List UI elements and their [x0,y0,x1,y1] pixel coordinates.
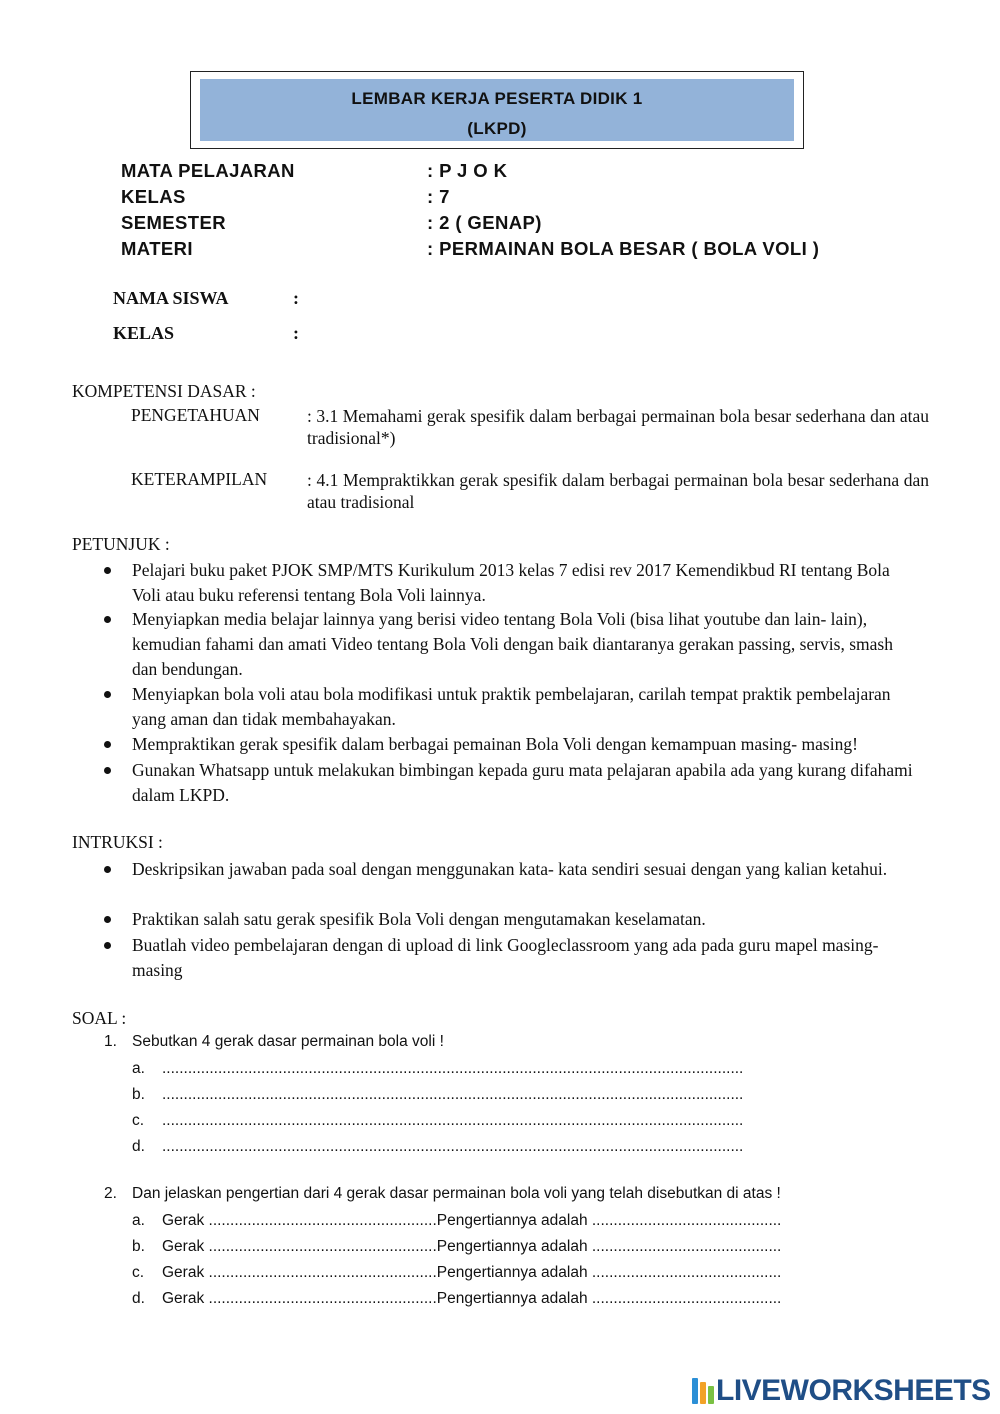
title-box [190,71,804,149]
q2-option-letter: d. [132,1290,145,1307]
q1-answer-field-a[interactable]: ....................................................................................................................................... [162,1060,744,1077]
pengetahuan-label: PENGETAHUAN [131,405,260,425]
bullet-icon [104,616,111,623]
question-1-number: 1. [104,1033,117,1050]
q2-option-letter: b. [132,1238,145,1255]
list-item-text: Deskripsikan jawaban pada soal dengan menggunakan kata- kata sendiri sesuai dengan yang kalian ketahui. [132,859,888,879]
keterampilan-text: : 4.1 Mempraktikkan gerak spesifik dalam berbagai permainan bola besar sederhana dan atau tradisional [307,470,929,512]
info-label-subject: MATA PELAJARAN [121,160,295,181]
bullet-icon [104,691,111,698]
info-label-semester: SEMESTER [121,212,226,233]
liveworksheets-wordmark: LIVEWORKSHEETS [716,1374,991,1407]
student-class-field[interactable]: : [293,323,299,343]
kompetensi-heading: KOMPETENSI DASAR : [72,381,256,401]
list-item-text: Praktikan salah satu gerak spesifik Bola Voli dengan mengutamakan keselamatan. [132,909,706,929]
keterampilan-label: KETERAMPILAN [131,469,268,489]
list-item-text: Gunakan Whatsapp untuk melakukan bimbingan kepada guru mata pelajaran apabila ada yang kurang difahami dalam LKPD. [132,760,913,805]
q1-answer-field-b[interactable]: ....................................................................................................................................... [162,1086,744,1103]
q1-option-letter: b. [132,1086,145,1103]
question-2-text: Dan jelaskan pengertian dari 4 gerak dasar permainan bola voli yang telah disebutkan di atas ! [132,1185,781,1202]
worksheet-subtitle: (LKPD) [467,119,527,138]
question-1-text: Sebutkan 4 gerak dasar permainan bola voli ! [132,1033,444,1050]
list-item-text: Menyiapkan media belajar lainnya yang berisi video tentang Bola Voli (bisa lihat youtube dan lain- lain), kemudian fahami dan amati Video tentang Bola Voli dengan baik diantaranya gerakan passing, servis, smash dan bendungan. [132,609,893,679]
list-item-text: Pelajari buku paket PJOK SMP/MTS Kurikulum 2013 kelas 7 edisi rev 2017 Kemendikbud RI tentang Bola Voli atau buku referensi tentang Bola Voli lainnya. [132,560,890,605]
bullet-icon [104,741,111,748]
student-name-field[interactable]: : [293,288,299,308]
list-item-text: Mempraktikan gerak spesifik dalam berbagai pemainan Bola Voli dengan kemampuan masing- masing! [132,734,858,754]
worksheet-title: LEMBAR KERJA PESERTA DIDIK 1 [351,89,643,108]
q1-option-letter: d. [132,1138,145,1155]
soal-heading: SOAL : [72,1008,127,1028]
bullet-icon [104,767,111,774]
q1-option-letter: c. [132,1112,145,1129]
petunjuk-heading: PETUNJUK : [72,534,170,554]
instruksi-heading: INTRUKSI : [72,832,163,852]
info-label-class: KELAS [121,186,186,207]
bullet-icon [104,916,111,923]
info-label-material: MATERI [121,238,193,259]
q1-option-letter: a. [132,1060,145,1077]
liveworksheets-mark-icon [692,1378,714,1404]
q2-option-letter: c. [132,1264,145,1281]
student-name-label: NAMA SISWA [113,288,229,308]
q2-answer-field-c[interactable]: Gerak .....................................................Pengertiannya adalah ............................................ [162,1264,782,1281]
info-value-material: : PERMAINAN BOLA BESAR ( BOLA VOLI ) [427,238,820,259]
bullet-icon [104,866,111,873]
question-2-number: 2. [104,1185,117,1202]
list-item-text: Buatlah video pembelajaran dengan di upload di link Googleclassroom yang ada pada guru mapel masing-masing [132,935,879,980]
q2-answer-field-a[interactable]: Gerak .....................................................Pengertiannya adalah ............................................ [162,1212,782,1229]
q1-answer-field-d[interactable]: ....................................................................................................................................... [162,1138,744,1155]
q1-answer-field-c[interactable]: ....................................................................................................................................... [162,1112,744,1129]
q2-answer-field-b[interactable]: Gerak .....................................................Pengertiannya adalah ............................................ [162,1238,782,1255]
bullet-icon [104,942,111,949]
title-banner [200,79,794,141]
student-class-label: KELAS [113,323,175,343]
q2-answer-field-d[interactable]: Gerak .....................................................Pengertiannya adalah ............................................ [162,1290,782,1307]
info-value-class: : 7 [427,186,450,207]
q2-option-letter: a. [132,1212,145,1229]
info-value-subject: : P J O K [427,160,508,181]
list-item-text: Menyiapkan bola voli atau bola modifikasi untuk praktik pembelajaran, carilah tempat praktik pembelajaran yang aman dan tidak membahayakan. [132,684,891,729]
bullet-icon [104,567,111,574]
info-value-semester: : 2 ( GENAP) [427,212,542,233]
pengetahuan-text: : 3.1 Memahami gerak spesifik dalam berbagai permainan bola besar sederhana dan atau tradisional*) [307,406,929,448]
